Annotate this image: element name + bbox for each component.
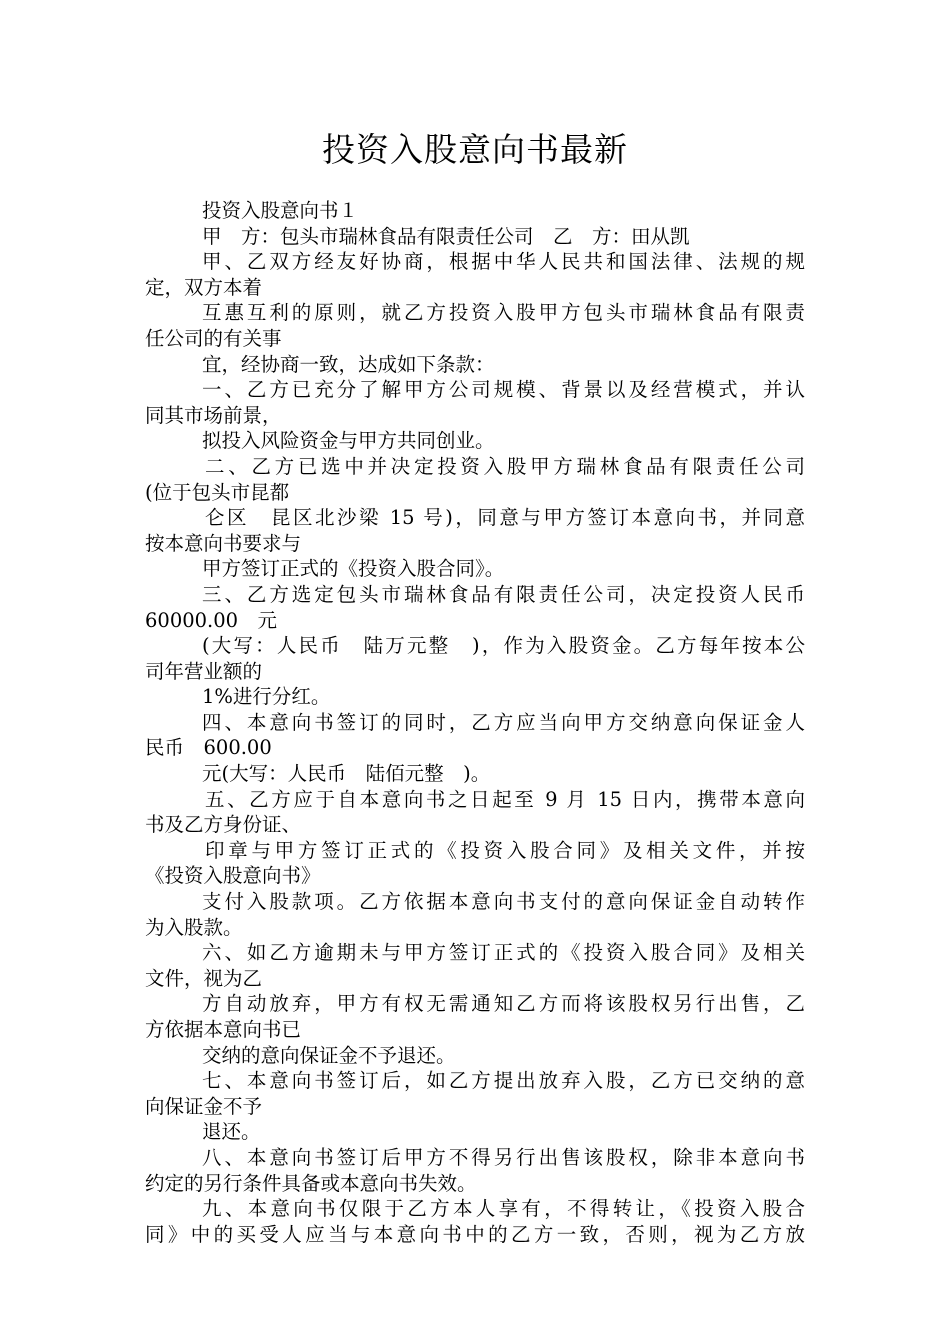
text-line: 按本意向书要求与: [145, 531, 302, 555]
text-line: 方自动放弃，甲方有权无需通知乙方而将该股权另行出售，乙: [202, 992, 805, 1016]
text-line: 八、本意向书签订后甲方不得另行出售该股权，除非本意向书: [202, 1145, 805, 1169]
text-line: 支付入股款项。乙方依据本意向书支付的意向保证金自动转作: [202, 890, 805, 914]
text-line: 五、乙方应于自本意向书之日起至 9 月 15 日内，携带本意向: [205, 787, 805, 811]
text-line: 仑区 昆区北沙梁 15 号)，同意与甲方签订本意向书，并同意: [205, 506, 805, 530]
text-line: 民币 600.00: [145, 736, 272, 760]
text-line: 印章与甲方签订正式的《投资入股合同》及相关文件，并按: [205, 838, 805, 862]
text-line: 七、本意向书签订后，如乙方提出放弃入股，乙方已交纳的意: [202, 1069, 805, 1093]
text-line: 退还。: [202, 1120, 261, 1144]
document-title: 投资入股意向书最新: [322, 130, 628, 169]
text-line: 甲 方：包头市瑞林食品有限责任公司 乙 方：田从凯: [202, 224, 690, 248]
text-line: 六、如乙方逾期未与甲方签订正式的《投资入股合同》及相关: [202, 941, 805, 965]
text-line: 三、乙方选定包头市瑞林食品有限责任公司，决定投资人民币: [202, 582, 805, 606]
text-line: 九、本意向书仅限于乙方本人享有，不得转让，《投资入股合: [202, 1197, 805, 1221]
text-line: 甲、乙双方经友好协商，根据中华人民共和国法律、法规的规: [202, 250, 805, 274]
text-line: 书及乙方身份证、: [145, 813, 302, 837]
text-line: 拟投入风险资金与甲方共同创业。: [202, 429, 495, 453]
text-line: 约定的另行条件具备或本意向书失效。: [145, 1171, 477, 1195]
text-line: 宜，经协商一致，达成如下条款：: [202, 352, 495, 376]
text-line: 60000.00 元: [145, 608, 278, 632]
text-line: 同其市场前景，: [145, 403, 282, 427]
text-line: 同》中的买受人应当与本意向书中的乙方一致，否则，视为乙方放: [145, 1222, 805, 1246]
text-line: 互惠互利的原则，就乙方投资入股甲方包头市瑞林食品有限责: [202, 301, 805, 325]
text-line: (大写：人民币 陆万元整 )，作为入股资金。乙方每年按本公: [202, 634, 805, 658]
text-line: 二、乙方已选中并决定投资入股甲方瑞林食品有限责任公司: [205, 454, 805, 478]
text-line: 定，双方本着: [145, 275, 263, 299]
text-line: 1%进行分红。: [202, 685, 331, 709]
text-line: 交纳的意向保证金不予退还。: [202, 1043, 456, 1067]
text-line: 一、乙方已充分了解甲方公司规模、背景以及经营模式，并认: [202, 378, 805, 402]
text-line: (位于包头市昆都: [145, 480, 290, 504]
text-line: 为入股款。: [145, 915, 243, 939]
text-line: 任公司的有关事: [145, 326, 282, 350]
text-line: 甲方签订正式的《投资入股合同》。: [202, 557, 505, 581]
text-line: 文件，视为乙: [145, 966, 263, 990]
text-line: 四、本意向书签订的同时，乙方应当向甲方交纳意向保证金人: [202, 710, 805, 734]
text-line: 方依据本意向书已: [145, 1018, 302, 1041]
text-line: 元(大写：人民币 陆佰元整 )。: [202, 762, 491, 786]
document-body: [145, 198, 805, 1247]
text-line: 向保证金不予: [145, 1094, 263, 1118]
text-line: 投资入股意向书１: [202, 199, 359, 222]
text-line: 《投资入股意向书》: [145, 864, 321, 888]
text-line: 司年营业额的: [145, 659, 263, 683]
